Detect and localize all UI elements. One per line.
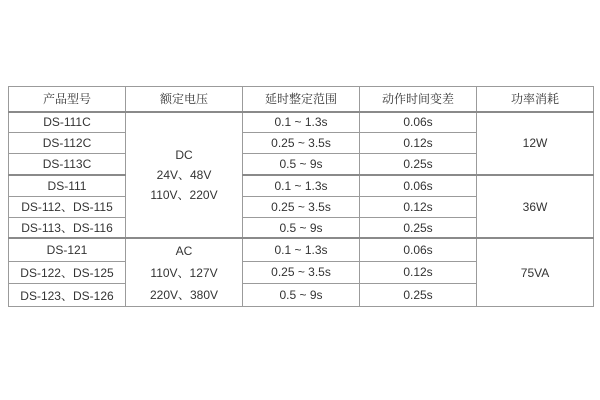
delay-range-cell: 0.5 ~ 9s bbox=[243, 217, 360, 238]
power-group-36w-cell: 36W bbox=[477, 175, 594, 238]
voltage-line: AC bbox=[175, 243, 193, 258]
voltage-line: 24V、48V bbox=[156, 167, 212, 182]
model-cell: DS-112、DS-115 bbox=[9, 196, 126, 217]
table-row bbox=[9, 175, 594, 196]
model-cell: DS-111 bbox=[9, 175, 126, 196]
delay-range-cell: 0.25 ~ 3.5s bbox=[243, 261, 360, 284]
header-row bbox=[9, 87, 594, 112]
model-cell: DS-112C bbox=[9, 133, 126, 154]
model-cell: DS-113、DS-116 bbox=[9, 217, 126, 238]
voltage-line: DC bbox=[175, 147, 193, 162]
delay-range-cell: 0.1 ~ 1.3s bbox=[243, 112, 360, 133]
relay-spec-table bbox=[8, 86, 594, 307]
header-action-time-variation: 动作时间变差 bbox=[360, 87, 477, 112]
time-variation-cell: 0.25s bbox=[360, 284, 477, 307]
table-row bbox=[9, 238, 594, 261]
time-variation-cell: 0.06s bbox=[360, 112, 477, 133]
time-variation-cell: 0.25s bbox=[360, 217, 477, 238]
voltage-group-dc-cell bbox=[126, 112, 243, 239]
delay-range-cell: 0.25 ~ 3.5s bbox=[243, 196, 360, 217]
model-cell: DS-113C bbox=[9, 154, 126, 175]
time-variation-cell: 0.06s bbox=[360, 175, 477, 196]
header-power-consumption: 功率消耗 bbox=[477, 87, 594, 112]
delay-range-cell: 0.1 ~ 1.3s bbox=[243, 175, 360, 196]
delay-range-cell: 0.5 ~ 9s bbox=[243, 284, 360, 307]
power-group-12w-cell: 12W bbox=[477, 112, 594, 175]
voltage-line: 110V、220V bbox=[150, 187, 218, 202]
delay-range-cell: 0.1 ~ 1.3s bbox=[243, 238, 360, 261]
header-rated-voltage: 额定电压 bbox=[126, 87, 243, 112]
model-cell: DS-123、DS-126 bbox=[9, 284, 126, 307]
time-variation-cell: 0.06s bbox=[360, 238, 477, 261]
time-variation-cell: 0.25s bbox=[360, 154, 477, 175]
voltage-group-ac-cell bbox=[126, 238, 243, 306]
voltage-line: 110V、127V bbox=[150, 265, 218, 280]
model-cell: DS-121 bbox=[9, 238, 126, 261]
time-variation-cell: 0.12s bbox=[360, 261, 477, 284]
model-cell: DS-122、DS-125 bbox=[9, 261, 126, 284]
time-variation-cell: 0.12s bbox=[360, 196, 477, 217]
model-cell: DS-111C bbox=[9, 112, 126, 133]
voltage-line: 220V、380V bbox=[149, 287, 219, 302]
table-row bbox=[9, 112, 594, 133]
delay-range-cell: 0.25 ~ 3.5s bbox=[243, 133, 360, 154]
time-variation-cell: 0.12s bbox=[360, 133, 477, 154]
delay-range-cell: 0.5 ~ 9s bbox=[243, 154, 360, 175]
header-product-model: 产品型号 bbox=[9, 87, 126, 112]
power-group-75va-cell: 75VA bbox=[477, 238, 594, 306]
header-delay-setting-range: 延时整定范围 bbox=[243, 87, 360, 112]
